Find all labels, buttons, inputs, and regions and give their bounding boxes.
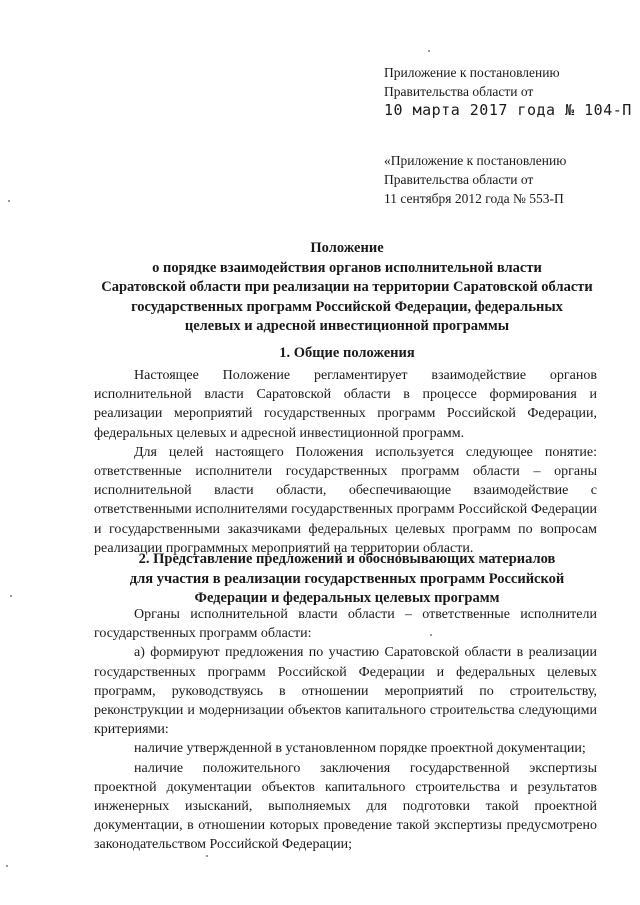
appendix-line: Правительства области от (384, 84, 534, 99)
appendix-line: Приложение к постановлению (384, 65, 560, 80)
paragraph: Органы исполнительной власти области – ответственные исполнители государственных программ области: (94, 607, 597, 642)
title-line: Саратовской области при реализации на территории Саратовской области (101, 279, 593, 296)
section-heading-line: Федерации и федеральных целевых программ (194, 590, 500, 607)
scan-speck (206, 855, 208, 857)
title-line: о порядке взаимодействия органов исполнительной власти (152, 259, 542, 276)
document-title (90, 239, 604, 337)
scan-speck (428, 50, 430, 52)
paragraph: наличие положительного заключения государственной экспертизы проектной документации объектов капитального строительства и результатов инженерных изысканий, выполняемых для подготовки такой проектной документации, в отношении которых проведение такой экспертизы предусмотрено законодательством Российской Федерации; (94, 760, 597, 853)
appendix-header-new (384, 63, 632, 120)
appendix-header-original (384, 151, 566, 208)
section-heading-line: 2. Представление предложений и обосновывающих материалов (138, 551, 556, 567)
section-1-body (94, 366, 597, 558)
paragraph: Настоящее Положение регламентирует взаимодействие органов исполнительной власти Саратовской области в процессе формирования и реализации мероприятий государственных программ Российской Федерации, федеральных целевых и адресной инвестиционной программ. (94, 368, 597, 441)
section-1-heading (90, 344, 604, 364)
scan-speck (10, 595, 12, 597)
scan-speck (430, 634, 432, 636)
resolution-stamp: 10 марта 2017 года № 104-П (384, 101, 632, 119)
section-2-body (94, 605, 597, 855)
paragraph: Для целей настоящего Положения используется следующее понятие: ответственные исполнители государственных программ области – органы исполнительной власти области, обеспечивающие взаимодействие с ответственными исполнителями государственных программ Российской Федерации и государственными заказчиками федеральных целевых программ по вопросам реализации программных мероприятий на территории области. (94, 444, 597, 556)
title-line: целевых и адресной инвестиционной программы (184, 318, 510, 335)
section-2-heading (90, 550, 604, 609)
scan-speck (6, 865, 8, 867)
section-heading-line: для участия в реализации государственных программ Российской (129, 570, 565, 587)
appendix-line: Правительства области от (384, 172, 534, 187)
scan-speck (8, 200, 10, 202)
appendix-line: «Приложение к постановлению (384, 153, 567, 168)
title-line: государственных программ Российской Федерации, федеральных (131, 298, 563, 315)
appendix-line: 11 сентября 2012 года № 553-П (384, 191, 564, 206)
title-line: Положение (310, 240, 384, 256)
paragraph: а) формируют предложения по участию Саратовской области в реализации государственных программ Российской Федерации и федеральных целевых программ, руководствуясь в отношении мероприятий по строительству, реконструкции и модернизации объектов капитального строительства следующими критериями: (94, 645, 597, 738)
paragraph: наличие утвержденной в установленном порядке проектной документации; (134, 741, 586, 757)
section-heading-line: 1. Общие положения (279, 345, 415, 361)
